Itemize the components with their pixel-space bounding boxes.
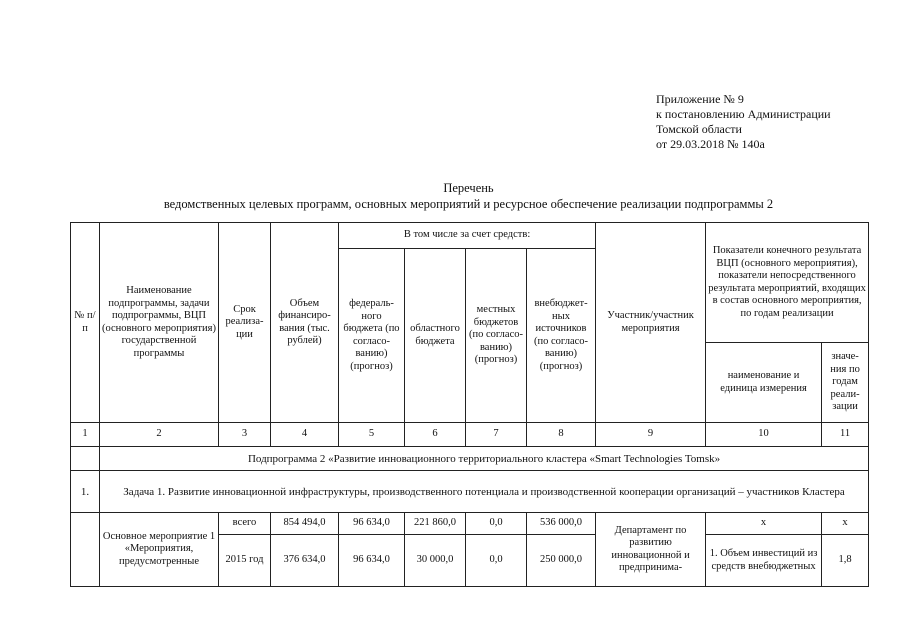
activity-volume: 376 634,0 — [271, 535, 339, 587]
header-indicator-name: наименование и единица измерения — [706, 343, 822, 423]
activity-indicator-name: 1. Объем инвестиций из средств внебюджетных — [706, 535, 822, 587]
activity-row-total — [71, 513, 869, 535]
header-including: В том числе за счет средств: — [339, 223, 596, 249]
activity-volume: 854 494,0 — [271, 513, 339, 535]
activity-federal: 96 634,0 — [339, 513, 405, 535]
activity-name: Основное мероприятие 1 «Мероприятия, предусмотренные — [100, 513, 219, 587]
activity-term: всего — [219, 513, 271, 535]
header-local: местных бюджетов (по согласо-ванию) (прогноз) — [466, 249, 527, 423]
header-extra: внебюджет-ных источников (по согласо-ванию) (прогноз) — [527, 249, 596, 423]
header-indicator-value: значе-ния по годам реали-зации — [822, 343, 869, 423]
task-num: 1. — [71, 471, 100, 513]
header-participant: Участник/участник мероприятия — [596, 223, 706, 423]
col-number: 1 — [71, 423, 100, 447]
column-number-row — [71, 423, 869, 447]
title-line-2: ведомственных целевых программ, основных мероприятий и ресурсное обеспечение реализации подпрограммы 2 — [163, 197, 774, 211]
activity-indicator-name: х — [706, 513, 822, 535]
col-number: 8 — [527, 423, 596, 447]
col-number: 11 — [822, 423, 869, 447]
header-name: Наименование подпрограммы, задачи подпрограммы, ВЦП (основного мероприятия) государственной программы — [100, 223, 219, 423]
activity-extra: 536 000,0 — [527, 513, 596, 535]
subprogram-row — [71, 447, 869, 471]
col-number: 4 — [271, 423, 339, 447]
header-federal: федераль-ного бюджета (по согласо-ванию) (прогноз) — [339, 249, 405, 423]
appendix-line-4: от 29.03.2018 № 140а — [656, 137, 765, 151]
task-row — [71, 471, 869, 513]
activity-term: 2015 год — [219, 535, 271, 587]
col-number: 10 — [706, 423, 822, 447]
task-title: Задача 1. Развитие инновационной инфраструктуры, производственного потенциала и производственной кооперации организаций – участников Кластера — [100, 471, 869, 513]
activity-federal: 96 634,0 — [339, 535, 405, 587]
activity-indicator-value: х — [822, 513, 869, 535]
col-number: 6 — [405, 423, 466, 447]
col-number: 9 — [596, 423, 706, 447]
header-volume: Объем финансиро-вания (тыс. рублей) — [271, 223, 339, 423]
activity-participant: Департамент по развитию инновационной и предпринима- — [596, 513, 706, 587]
appendix-line-3: Томской области — [656, 122, 742, 136]
col-number: 2 — [100, 423, 219, 447]
col-number: 3 — [219, 423, 271, 447]
activity-regional: 221 860,0 — [405, 513, 466, 535]
header-num: № п/п — [71, 223, 100, 423]
program-table — [70, 222, 869, 587]
subprogram-title: Подпрограмма 2 «Развитие инновационного территориального кластера «Smart Technologies Tomsk» — [100, 447, 869, 471]
activity-extra: 250 000,0 — [527, 535, 596, 587]
activity-indicator-value: 1,8 — [822, 535, 869, 587]
empty-cell — [71, 513, 100, 587]
appendix-line-1: Приложение № 9 — [656, 92, 744, 106]
title-line-1: Перечень — [443, 181, 494, 195]
col-number: 7 — [466, 423, 527, 447]
document-title — [70, 180, 867, 212]
activity-local: 0,0 — [466, 535, 527, 587]
activity-regional: 30 000,0 — [405, 535, 466, 587]
header-indicators: Показатели конечного результата ВЦП (основного мероприятия), показатели непосредственного результата мероприятий, входящих в состав основного мероприятия, по годам реализации — [706, 223, 869, 343]
activity-local: 0,0 — [466, 513, 527, 535]
col-number: 5 — [339, 423, 405, 447]
appendix-line-2: к постановлению Администрации — [656, 107, 831, 121]
header-term: Срок реализа-ции — [219, 223, 271, 423]
empty-cell — [71, 447, 100, 471]
header-regional: областного бюджета — [405, 249, 466, 423]
appendix-block — [656, 92, 831, 152]
